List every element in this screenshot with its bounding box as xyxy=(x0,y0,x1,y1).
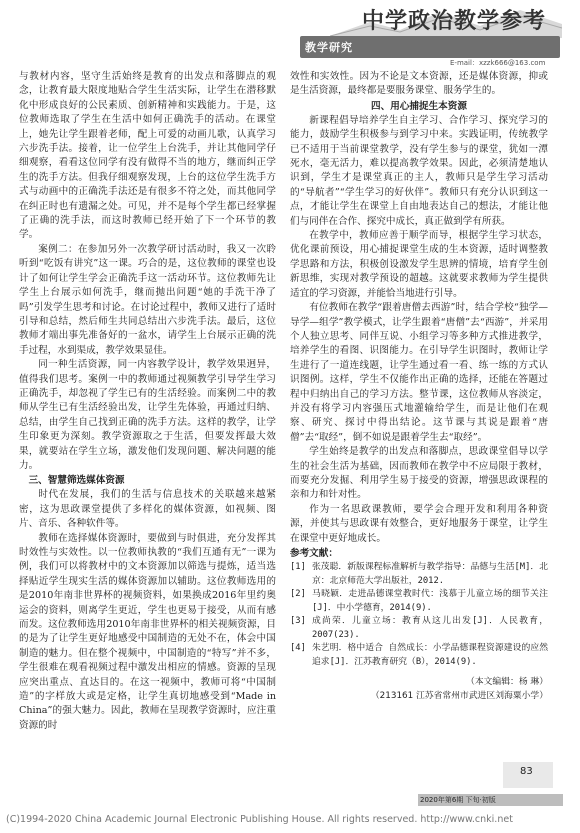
reference-item xyxy=(290,642,548,669)
reference-number: [1] xyxy=(290,562,306,572)
editor-note: （本文编辑：杨 琳） xyxy=(466,677,548,687)
paragraph: 学生始终是教学的出发点和落脚点，思政课堂倡导以学生的社会生活为基础，因而教师在教学中不应局限于教材，而要充分发掘、利用学生易于接受的资源，增强思政课程的亲和力和针对性。 xyxy=(290,446,548,501)
paragraph: 在教学中，教师应善于顺学而导，根据学生学习状态，优化课前预设，用心捕捉课堂生成的生本资源，适时调整教学思路和方法，积极创设激发学生思辨的情境，培育学生创新思维，实现对教学预设的超越。这就要求教师为学生提供适宜的学习资源，并能恰当地进行引导。 xyxy=(290,230,548,299)
left-column xyxy=(19,70,276,733)
page-number: 83 xyxy=(520,766,533,777)
journal-title: 中学政治教学参考 xyxy=(362,9,547,34)
section-heading: 三、智慧筛选媒体资源 xyxy=(28,475,125,487)
reference-item xyxy=(290,588,548,615)
issue-label: 2020年第6期 下旬·初版 xyxy=(420,796,496,804)
header-email: E-mail：xzzk666@163.com xyxy=(450,59,546,67)
paragraph: 时代在发展，我们的生活与信息技术的关联越来越紧密，这为思政课堂提供了多样化的媒体资源，如视频、图片、音乐、各种软件等。 xyxy=(19,489,276,530)
reference-number: [4] xyxy=(290,643,306,653)
paragraph: 有位教师在教学“跟着唐僧去西游”时，结合学校“独学—导学—组学”教学模式，让学生跟着“唐僧”去“西游”，并采用个人独立思考、同伴互说、小组学习等多种方式推进教学，培养学生的看图、识图能力。在引导学生识图时，教师让学生进行了一道连线题，让学生通过看一看、练一练的方式认识图例。这样，学生不仅能作出正确的选择，还能在答题过程中归纳出自己的学习方法。整节课，这位教师从容淡定，并没有将学习内容强压式地灌输给学生，而是让他们在观察、研究、探讨中得出结论。这节课与其说是跟着“唐僧”去“取经”，倒不如说是跟着学生去“取经”。 xyxy=(290,302,548,443)
reference-text: 马晓颖．走进品德课堂教时代：浅慕于儿童立场的细节关注[J]．中小学德育，2014(9). xyxy=(312,589,548,613)
reference-number: [3] xyxy=(290,616,306,626)
section-heading: 四、用心捕捉生本资源 xyxy=(371,100,467,112)
paragraph: 与教材内容，坚守生活始终是教育的出发点和落脚点的观念，让教育最大限度地贴合学生生活实际，让学生在潜移默化中形成良好的公民素质、创新精神和实践能力。于是，这位教师选取了学生在生活中如何正确洗手的活动。在课堂上，她先让学生跟着老师，配上可爱的动画儿歌，认真学习六步洗手法。接着，让一位学生上台洗手，并让其他同学仔细观察，看看这位同学有没有做得不当的地方，继而纠正学生的洗手方法。但我仔细观察发现，上台的这位学生洗手方式与动画中的正确洗手法还是有很多不符之处，而其他同学在纠正时也有遗漏之处。可见，并不是每个学生都已经掌握了正确的洗手法，而这时教师已经开始了下一个环节的教学。 xyxy=(19,71,276,241)
reference-text: 张茂聪．新版课程标准解析与教学指导：品德与生活[M]．北京：北京师范大学出版社，2012. xyxy=(312,562,548,586)
reference-item xyxy=(290,615,548,642)
column-label: 教学研究 xyxy=(305,41,353,54)
right-column xyxy=(290,70,548,703)
paragraph: 新课程倡导培养学生自主学习、合作学习、探究学习的能力，鼓励学生积极参与到学习中来。实践证明，传统教学已不适用于当前课堂教学，没有学生参与的课堂，犹如一潭死水，毫无活力，难以提高教学效果。因此，必须清楚地认识到，学生才是课堂真正的主人，教师只是学生学习活动的“导航者”“学生学习的好伙伴”。教师只有充分认识到这一点，才能让学生在课堂上自由地表达自己的想法，才能让他们与同伴在合作、探究中成长，真正做到学有所获。 xyxy=(290,114,548,227)
reference-number: [2] xyxy=(290,589,306,599)
paragraph: 同一种生活资源，同一内容教学设计，教学效果迥异，值得我们思考。案例一中的教师通过视频教学引导学生学习正确洗手，却忽视了学生已有的生活经验。而案例二中的教师从学生已有生活经验出发，让学生先体验，再通过归纳、总结，由学生自己找到正确的洗手方法。这样的教学，让学生印象更为深刻。教学资源取之于生活，但要发挥最大效果，就要站在学生立场，激发他们发现问题、解决问题的能力。 xyxy=(19,359,276,471)
journal-header xyxy=(0,0,580,67)
paragraph: 案例二：在参加另外一次教学研讨活动时，我又一次聆听到“吃饭有讲究”这一课。巧合的是，这位教师的课堂也设计了如何让学生学会正确洗手这一活动环节。这位教师先让学生上台展示如何洗手，继而抛出问题“她的手洗干净了吗”引发学生思考和讨论。在讨论过程中，教师又进行了适时引导和总结，然后师生共同总结出六步洗手法。最后，这位教师才端出事先准备好的一盆水，请学生上台展示正确的洗手过程，水到渠成，教学效果显佳。 xyxy=(19,243,276,356)
author-affiliation: （213161 江苏省常州市武进区刘海粟小学） xyxy=(370,691,548,701)
reference-text: 朱艺明．格中适合 自然成长：小学品德课程资源建设的应然追求[J]．江苏教育研究（B），2014(9). xyxy=(312,643,548,667)
paragraph: 效性和实效性。因为不论是文本资源，还是媒体资源，抑或是生活资源，最终都是要服务课堂、服务学生的。 xyxy=(290,71,548,97)
reference-item xyxy=(290,561,548,588)
paragraph: 作为一名思政课教师，要学会合理开发和利用各种资源，并使其与思政课有效整合，更好地服务于课堂，让学生在课堂中更好地成长。 xyxy=(290,503,548,544)
references-title: 参考文献： xyxy=(290,548,338,559)
reference-text: 成尚荣．儿童立场：教育从这儿出发[J]．人民教育，2007(23). xyxy=(312,616,548,640)
paragraph: 教师在选择媒体资源时，要做到与时俱进，充分发挥其时效性与实效性。以一位教师执教的“我们互通有无”一课为例，我们可以将教材中的文本资源加以筛选与提炼，适当选择贴近学生现实生活的媒体资源加以辅助。这位教师选用的是2010年南非世界杯的视频资料，如果换成2016年里约奥运会的资料，则离学生更近，学生也更易于接受，从而有感而发。这位教师选用2010年南非世界杯的相关视频资源，目的是为了让学生更好地感受中国制造的无处不在，体会中国制造的魅力。但在整个视频中，中国制造的“特写”并不多，学生很难在观看视频过程中激发出相应的情感。资源的呈现应突出重点、直达目的。在这一视频中，教师可将“中国制造”的字样放大或是定格，让学生真切地感受到“Made in China”的强大魅力。因此，教师在呈现教学资源时，应注重资源的时 xyxy=(19,532,276,731)
copyright-line: (C)1994-2020 China Academic Journal Electronic Publishing House. All rights reserved. http://www.cnki.net xyxy=(6,814,513,825)
